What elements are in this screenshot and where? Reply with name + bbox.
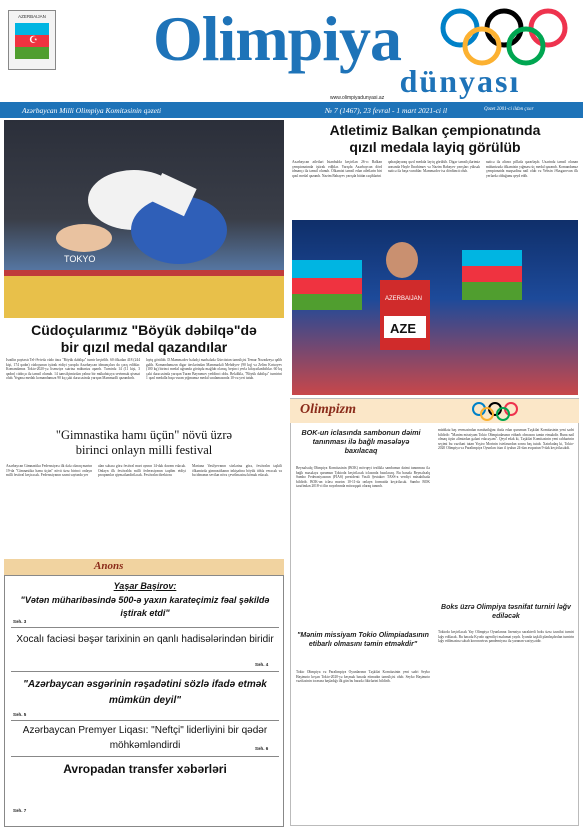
balkan-headline-line1: Atletimiz Balkan çempionatında	[329, 122, 541, 138]
flag-stripe-green	[15, 47, 49, 59]
anons-label: Anons	[94, 560, 124, 572]
anons-item-5-page: Səh. 7	[13, 808, 27, 813]
anons-divider	[11, 720, 279, 721]
azerbaijan-flag-emblem	[8, 10, 56, 70]
masthead-subtitle: dünyası	[399, 63, 521, 99]
flag-stripe-red	[15, 35, 49, 47]
olimpizm-sub-headline-1: "Mənim missiyam Tokio Olimpiadasının etibarlı olmasını təmin etməkdir"	[297, 632, 429, 648]
masthead-title: Olimpiya	[152, 3, 402, 74]
anons-divider	[11, 627, 279, 628]
balkan-article-col3: nəticə ilə altıncı pillədə qərarlaşıb. Üzərində təmsil olunan mübarizədə ölkəmizin yığması üç medal qazanıb. Komandamız çempionatda məqsədinə nail olub və Yebsin Ələsgərovun ilk yerlərdə olduğunu qeyd edib.	[486, 160, 578, 178]
balkan-article-col2: qabaqlayaraq qızıl medala layiq görülüb. Digər təmsilçilərimiz arasında Hayle İbrahimov və Nazim Babayev yarışları yüksək nəticə ilə başa vurublar. Məmmədov isə dördüncü olub.	[388, 160, 480, 174]
anons-item-3-title[interactable]: "Azərbaycan əsgərinin rəşadətini sözlə ifadə etmək mümkün deyil"	[23, 679, 267, 706]
anons-item-1-author: Yaşar Başirov:	[113, 581, 177, 591]
judo-article-col2: layiq görülüb. D.Məmmədov bələdçi mərhələdə Gürcüstan təmsilçisi Temur Nozadzeyə qalib gəlib. Komandamızın digər üzvlərindən Məmmədəli Mehdiyev (90 kq) və Zelim Kotsoyev (100 kq) birinci medal uğrunda görüşdə məğlub olaraq, beşinci yerlə kifayətlənibiblər. 60 kq çəki dərəcəsində yarışan Turan Bayramov yeddinci oldu. Beləliklə, "Böyük dəbilqə" turnirini 1 qızıl medalla başa vuran yığmamız medal sıralamasında 10-cu yeri tutub.	[146, 358, 282, 381]
runner-illustration	[292, 220, 578, 395]
festival-article-col1: Azərbaycan Gimnastika Federasiyası ilk dəfə olaraq martın 19-da "Gimnastika hamı üçün" növü üzrə birinci onlayn milli festival keçirəcək. Federasiyanın rəsmi saytında yer	[6, 464, 92, 478]
judo-article-col1: İsrailin paytaxtı Tel-Əvivdə cüdo üzrə "Böyük dəbilqə" turnir keçirilib. 60 ölkədən 418 (244 kişi, 174 qadın) cüdoçunun iştirak etdiyi yarışda Azərbaycan idmançıları da çıxış ediblər. Komandamız Tokio-2020-yə lisenziya xətrinə mübarizə aparıb. Turnirdə 14 (11 kişi, 3 qadın) cüdoçu ilə təmsil olunub. 14 təmsilçimizdən yalnız bir mükafatçıya sevinmək qismət olub. Yeganə medalı komandamıza 90 kq çəki dərəcəsində yarışan Məmmədli qazandırıb.	[6, 358, 140, 381]
festival-article-col3: Mariana Vasilyevanın sözlərinə görə, festivalın təşkili ölkəmizdə gimnastikanın inkişafına böyük töhfə verəcək və bu idmanın sevilən növə çevrilməsinə kömək edəcək.	[192, 464, 282, 478]
crescent-star-icon: ☪	[29, 35, 38, 46]
balkan-headline-line2: qızıl medala layiq görülüb	[349, 138, 521, 155]
olimpizm-body-3: Tokio Olimpiya və Paralimpiya Oyunlarının Təşkilat Komitəsinin yeni sədri Seyko Haşimoto keçən Tokio-2020-yə keçmək barədə etimadın təmsilçisi olub. Seyko Haşimoto vəzifəsinin icrasına başladığı ilk gün bu barədə fikirlərini bildirib.	[296, 670, 430, 684]
anons-item-1-title[interactable]: "Vətən müharibəsində 500-ə yaxın karateçimiz fəal şəkildə iştirak etdi"	[20, 595, 270, 618]
judo-headline-line2: bir qızıl medal qazandılar	[60, 338, 228, 355]
olimpizm-sub-headline-2: Boks üzrə Olimpiya təsnifat turniri ləğv ediləcək	[441, 604, 571, 620]
festival-headline-line2: birinci onlayn milli festival	[75, 443, 213, 457]
anons-item-2-page: Səh. 4	[255, 662, 269, 667]
issue-info: № 7 (1467), 23 fevral - 1 mart 2021-ci il	[325, 106, 448, 115]
olimpizm-banner	[290, 399, 579, 423]
anons-bar	[4, 559, 284, 575]
flag-label: AZERBAIJAN	[18, 14, 46, 19]
festival-headline	[4, 428, 284, 458]
judo-headline	[4, 322, 284, 356]
anons-item-5-title[interactable]: Avropadan transfer xəbərləri	[63, 762, 227, 776]
olimpizm-body-2: müddətə baş verməsindən narahatlığını ifadə edən qurumun Təşkilat Komitəsinin yeni sədri bildirib: "Mənim missiyam Tokio Olimpiadasının etibarlı olmasını təmin etməkdir. Buna nail olmaq üçün əlimizdən gələni edəcəyəm". Qeyd edək ki, Təşkilat Komitəsinin yeni rəhbərinin seçimi bu vəzifəni tutan Yoşiro Morinin istefasından sonra baş tutub. Xatırladaq ki, Tokio-2020 Olimpiya və Paralimpiya Oyunları ötən il iyulun 24-dən avqustun 9-dək keçiriləcəkdi.	[438, 428, 574, 451]
anons-divider	[11, 756, 279, 757]
anons-item-1-page: Səh. 3	[13, 619, 27, 624]
balkan-headline	[292, 122, 578, 156]
flag-stripe-blue	[15, 23, 49, 35]
athlete-photo	[292, 220, 578, 395]
festival-headline-line1: "Gimnastika hamı üçün" növü üzrə	[55, 428, 233, 442]
olimpizm-label: Olimpizm	[300, 402, 357, 417]
anons-item-2-title[interactable]: Xocalı faciəsi bəşər tarixinin ən qanlı hadisələrindən biridir	[16, 634, 274, 645]
founded-info: Qəzet 2001-ci ildən çıxır	[484, 107, 534, 112]
olimpizm-body-1: Beynəlxalq Olimpiya Komitəsinin (BOK) mövqeyi tezliklə sambonun daimi tanınması ilə bağlı məsələyə qurumun Tokioda keçiriləcək iclasında baxılacaq. Bu barədə Beynəlxalq Sambo Federasiyasının (FİAS) prezidenti Vasili Şestakov TASS-a verdiyi müsahibədə bildirib. BOK-un iclası martın 10-11-də onlayn formatda keçiriləcək. Sambo BOK tərəfindən 2018-ci ilin noyabrında müvəqqəti olaraq tanınıb.	[296, 466, 430, 489]
anons-item-4-page: Səh. 6	[255, 746, 269, 751]
anons-item-3-page: Səh. 5	[13, 712, 27, 717]
olympic-rings-icon	[430, 6, 580, 68]
olimpizm-body-4: Tokioda keçiriləcək Yay Olimpiya Oyunlarına lisenziya xarakterli boks üzrə təsnifat turniri ləğv edilərək. Bu barədə Kyodo agentliyi məlumat yayıb. İyunda təşkili planlaşdırılan turnirin ləğv edilməsinə səbəb koronavirus pandemiyası ilə yaranan vəziyyətdir.	[438, 630, 574, 644]
newspaper-tagline: Azərbaycan Milli Olimpiya Komitəsinin qəzeti	[22, 106, 162, 115]
festival-article-col2: alan xəbərə görə festival mart ayının 14-dək davam edəcək. Onlayn ilk festivalda milli federasiyanın təqdim etdiyi proqramlar qiymətləndiriləcək. Festivalın direktoru	[98, 464, 186, 478]
judo-athletes-illustration	[4, 120, 284, 318]
svg-text:AZERBAIJAN: AZERBAIJAN	[385, 296, 423, 302]
svg-text:TOKYO: TOKYO	[64, 254, 96, 264]
website-url[interactable]: www.olimpiyadunyasi.az	[330, 95, 385, 101]
anons-box	[4, 575, 284, 827]
balkan-article-col1: Azərbaycan atletləri İstanbulda keçirilən 26-cı Balkan çempionatında iştirak ediblər. Yarışda Azərbaycan dörd idmançı ilə təmsil olunub. Ölkəmizi təmsil edən atletlərin biri qızıl medal qazanıb. Nazim Babayev yarışda bütün rəqiblərini	[292, 160, 382, 178]
olimpizm-headline: BOK-un iclasında sambonun dəimi tanınması ilə bağlı məsələyə baxılacaq	[301, 428, 421, 455]
svg-text:AZE: AZE	[390, 321, 416, 336]
masthead-bar	[0, 102, 583, 118]
anons-item-4-title[interactable]: Azərbaycan Premyer Liqası: "Neftçi" liderliyini bir qədər möhkəmləndirdi	[22, 725, 268, 751]
olympic-rings-small-icon	[465, 401, 565, 421]
judo-photo	[4, 120, 284, 318]
anons-divider	[11, 671, 279, 672]
judo-headline-line1: Cüdoçularımız "Böyük dəbilqə"də	[31, 322, 257, 338]
